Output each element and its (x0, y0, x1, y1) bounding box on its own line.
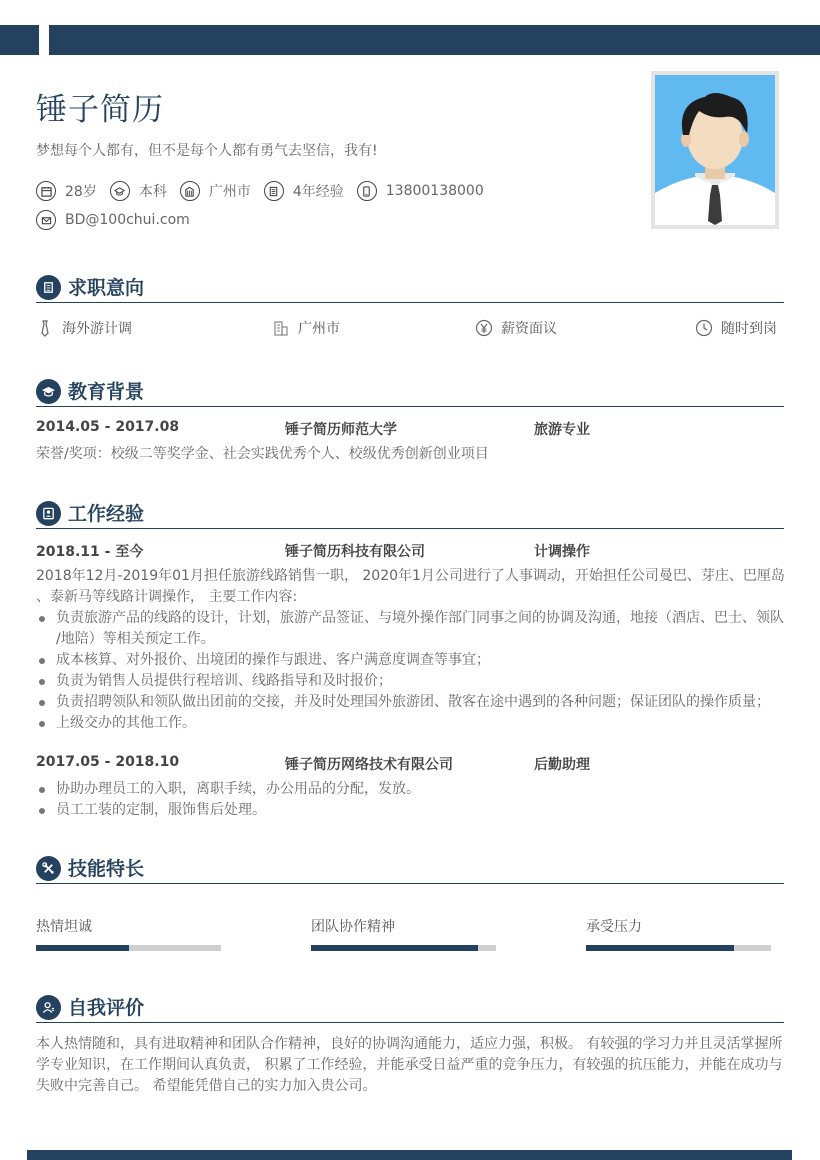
graduation-cap-icon (36, 379, 61, 404)
list-item: 员工工装的定制，服饰售后处理。 (36, 800, 786, 821)
work-1-company: 锤子简历科技有限公司 (285, 544, 425, 560)
skill-3-fill (586, 945, 734, 951)
info-email-text: BD@100chui.com (65, 212, 190, 228)
section-self-eval (36, 993, 784, 1023)
motto: 梦想每个人都有，但不是每个人都有勇气去坚信，我有! (36, 143, 378, 159)
section-title-education: 教育背景 (68, 381, 145, 403)
top-bar-left (0, 25, 39, 55)
bottom-bar (27, 1150, 792, 1160)
skill-3-label: 承受压力 (586, 919, 642, 935)
self-eval-line-3: 失败中完善自己。 希望能凭借自己的实力加入贵公司。 (36, 1078, 377, 1094)
yen-icon (475, 319, 493, 337)
info-age-text: 28岁 (65, 184, 97, 200)
skill-1-fill (36, 945, 129, 951)
work-1-summary (36, 566, 786, 608)
avatar-illustration (655, 75, 775, 225)
education-period: 2014.05 - 2017.08 (36, 419, 180, 435)
info-phone-text: 13800138000 (385, 183, 484, 199)
email-icon (36, 210, 56, 230)
self-eval-text (36, 1034, 786, 1097)
skill-1-label: 热情坦诚 (36, 919, 92, 935)
skill-item-2 (311, 916, 496, 936)
work-2-role: 后勤助理 (534, 757, 590, 773)
list-item: 成本核算、对外报价、出境团的操作与跟进、客户满意度调查等事宜； (36, 650, 786, 671)
section-education (36, 377, 784, 407)
section-title-skills: 技能特长 (68, 858, 145, 880)
work-1-summary-line-2: 、泰新马等线路计调操作， 主要工作内容: (36, 589, 298, 605)
skill-1-track (36, 945, 221, 951)
work-1-summary-line-1: 2018年12月-2019年01月担任旅游线路销售一职， 2020年1月公司进行了人事调动，开始担任公司曼巴、芽庄、巴厘岛 (36, 568, 785, 584)
info-city (180, 181, 251, 201)
skill-3-track (586, 945, 771, 951)
clock-icon (695, 319, 713, 337)
list-item: 负责招聘领队和领队做出团前的交接，并及时处理国外旅游团、散客在途中遇到的各种问题；保证团队的操作质量； (36, 692, 786, 713)
work-1-role: 计调操作 (534, 544, 590, 560)
list-item: 负责为销售人员提供行程培训、线路指导和及时报价； (36, 671, 786, 692)
info-education (110, 181, 167, 201)
skill-2-label: 团队协作精神 (311, 919, 395, 935)
section-intent (36, 273, 784, 303)
intent-position-text: 海外游计调 (62, 321, 132, 337)
intent-city-text: 广州市 (298, 321, 340, 337)
skill-item-1 (36, 916, 221, 936)
education-honors: 荣誉/奖项：校级二等奖学金、社会实践优秀个人、校级优秀创新创业项目 (36, 446, 489, 462)
intent-city (272, 318, 340, 338)
intent-availability-text: 随时到岗 (721, 321, 777, 337)
section-skills (36, 854, 784, 884)
info-email (36, 210, 190, 230)
education-major: 旅游专业 (534, 422, 590, 438)
calendar-icon (36, 181, 56, 201)
avatar-photo (651, 71, 779, 229)
work-1-duties (36, 608, 786, 734)
list-item: 协助办理员工的入职，离职手续，办公用品的分配，发放。 (36, 779, 786, 800)
id-card-icon (36, 501, 61, 526)
section-title-work: 工作经验 (68, 503, 145, 525)
info-phone (357, 181, 484, 201)
section-work (36, 499, 784, 529)
graduation-cap-icon (110, 181, 130, 201)
top-bar-right (49, 25, 820, 55)
list-item-continuation: /地陪）等相关预定工作。 (56, 631, 215, 647)
work-1-period: 2018.11 - 至今 (36, 544, 144, 560)
contact-row (36, 210, 203, 230)
phone-icon (357, 181, 377, 201)
education-school: 锤子简历师范大学 (285, 422, 397, 438)
building-icon (180, 181, 200, 201)
intent-position (36, 318, 132, 338)
resume-name: 锤子简历 (36, 92, 164, 128)
list-item: 负责旅游产品的线路的设计，计划，旅游产品签证、与境外操作部门同事之间的协调及沟通，地接（酒店、巴士、领队 (36, 608, 786, 629)
info-age (36, 181, 97, 201)
document-icon (264, 181, 284, 201)
list-item: 上级交办的其他工作。 (36, 713, 786, 734)
user-icon (36, 995, 61, 1020)
info-education-text: 本科 (138, 184, 167, 200)
section-title-intent: 求职意向 (68, 277, 145, 299)
info-city-text: 广州市 (208, 184, 251, 200)
skill-item-3 (586, 916, 771, 936)
skill-2-fill (311, 945, 478, 951)
work-2-duties (36, 779, 786, 821)
self-eval-line-2: 学专业知识，在工作期间认真负责， 积累了工作经验，并能承受日益严重的竞争压力，有较强的抗压能力，并能在成功与 (36, 1057, 783, 1073)
work-2-period: 2017.05 - 2018.10 (36, 754, 180, 770)
tools-icon (36, 856, 61, 881)
intent-salary-text: 薪资面议 (501, 321, 557, 337)
building-icon (272, 319, 290, 337)
tie-icon (36, 319, 54, 337)
basic-info-row (36, 181, 497, 201)
info-experience (264, 181, 344, 201)
clipboard-icon (36, 275, 61, 300)
info-experience-text: 4年经验 (292, 184, 344, 200)
self-eval-line-1: 本人热情随和，具有进取精神和团队合作精神，良好的协调沟通能力，适应力强，积极。 有较强的学习力并且灵活掌握所 (36, 1036, 783, 1052)
skill-2-track (311, 945, 496, 951)
intent-availability (695, 318, 777, 338)
section-title-self-eval: 自我评价 (68, 997, 145, 1019)
work-2-company: 锤子简历网络技术有限公司 (285, 757, 453, 773)
intent-salary (475, 318, 557, 338)
